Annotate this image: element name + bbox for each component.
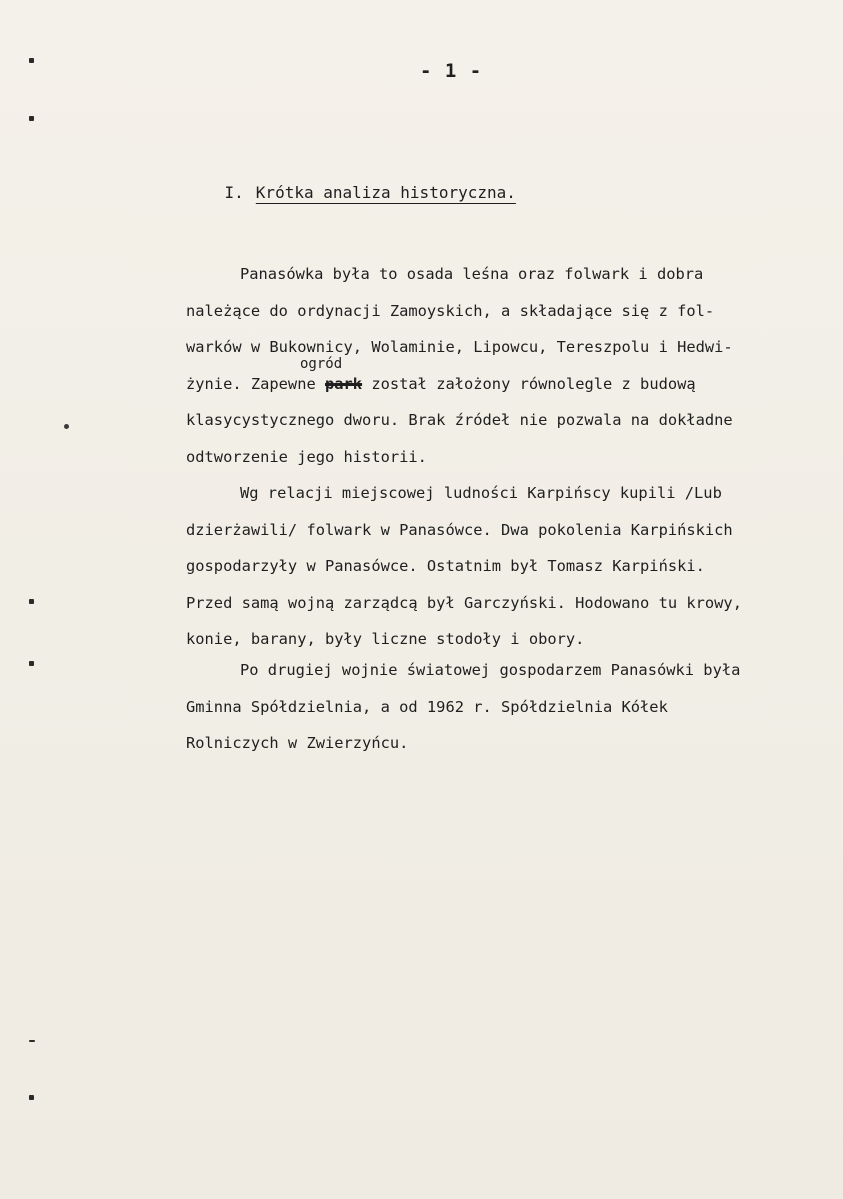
text-line: konie, barany, były liczne stodoły i obory. bbox=[186, 630, 585, 648]
text-fragment: żynie. Zapewne bbox=[186, 374, 325, 393]
section-number: I. bbox=[224, 183, 244, 202]
text-line bbox=[186, 366, 826, 403]
punch-hole-mark bbox=[29, 599, 34, 604]
text-line: Po drugiej wojnie światowej gospodarzem Panasówki była bbox=[240, 661, 741, 679]
text-line: Wg relacji miejscowej ludności Karpińscy kupili /Lub bbox=[240, 484, 722, 502]
text-line: warków w Bukownicy, Wolaminie, Lipowcu, Tereszpolu i Hedwi- bbox=[186, 338, 733, 356]
punch-hole-mark bbox=[29, 58, 34, 63]
text-line: odtworzenie jego historii. bbox=[186, 447, 427, 466]
punch-hole-mark bbox=[29, 661, 34, 666]
struck-word: park bbox=[325, 374, 363, 393]
text-line: Gminna Spółdzielnia, a od 1962 r. Spółdzielnia Kółek bbox=[186, 697, 668, 716]
punch-hole-mark bbox=[29, 1040, 35, 1042]
punch-hole-mark bbox=[29, 116, 34, 121]
section-title: Krótka analiza historyczna. bbox=[255, 183, 516, 202]
paragraph-1 bbox=[186, 256, 826, 475]
ink-dot bbox=[64, 424, 69, 429]
text-line: Rolniczych w Zwierzyńcu. bbox=[186, 734, 409, 752]
text-line: dzierżawili/ folwark w Panasówce. Dwa pokolenia Karpińskich bbox=[186, 520, 733, 539]
paragraph-2 bbox=[186, 475, 826, 658]
punch-hole-mark bbox=[29, 1095, 34, 1100]
text-line: gospodarzyły w Panasówce. Ostatnim był Tomasz Karpiński. bbox=[186, 557, 705, 575]
text-line: Przed samą wojną zarządcą był Garczyński. Hodowano tu krowy, bbox=[186, 593, 742, 612]
section-heading bbox=[186, 164, 516, 221]
text-line: klasycystycznego dworu. Brak źródeł nie pozwala na dokładne bbox=[186, 411, 733, 429]
text-line: Panasówka była to osada leśna oraz folwark i dobra bbox=[240, 265, 704, 283]
page-number: - 1 - bbox=[420, 60, 483, 82]
text-line: należące do ordynacji Zamoyskich, a składające się z fol- bbox=[186, 301, 715, 320]
handwritten-insertion: ogród bbox=[300, 356, 343, 372]
paragraph-3 bbox=[186, 652, 826, 762]
text-fragment: został założony równolegle z budową bbox=[362, 374, 696, 393]
